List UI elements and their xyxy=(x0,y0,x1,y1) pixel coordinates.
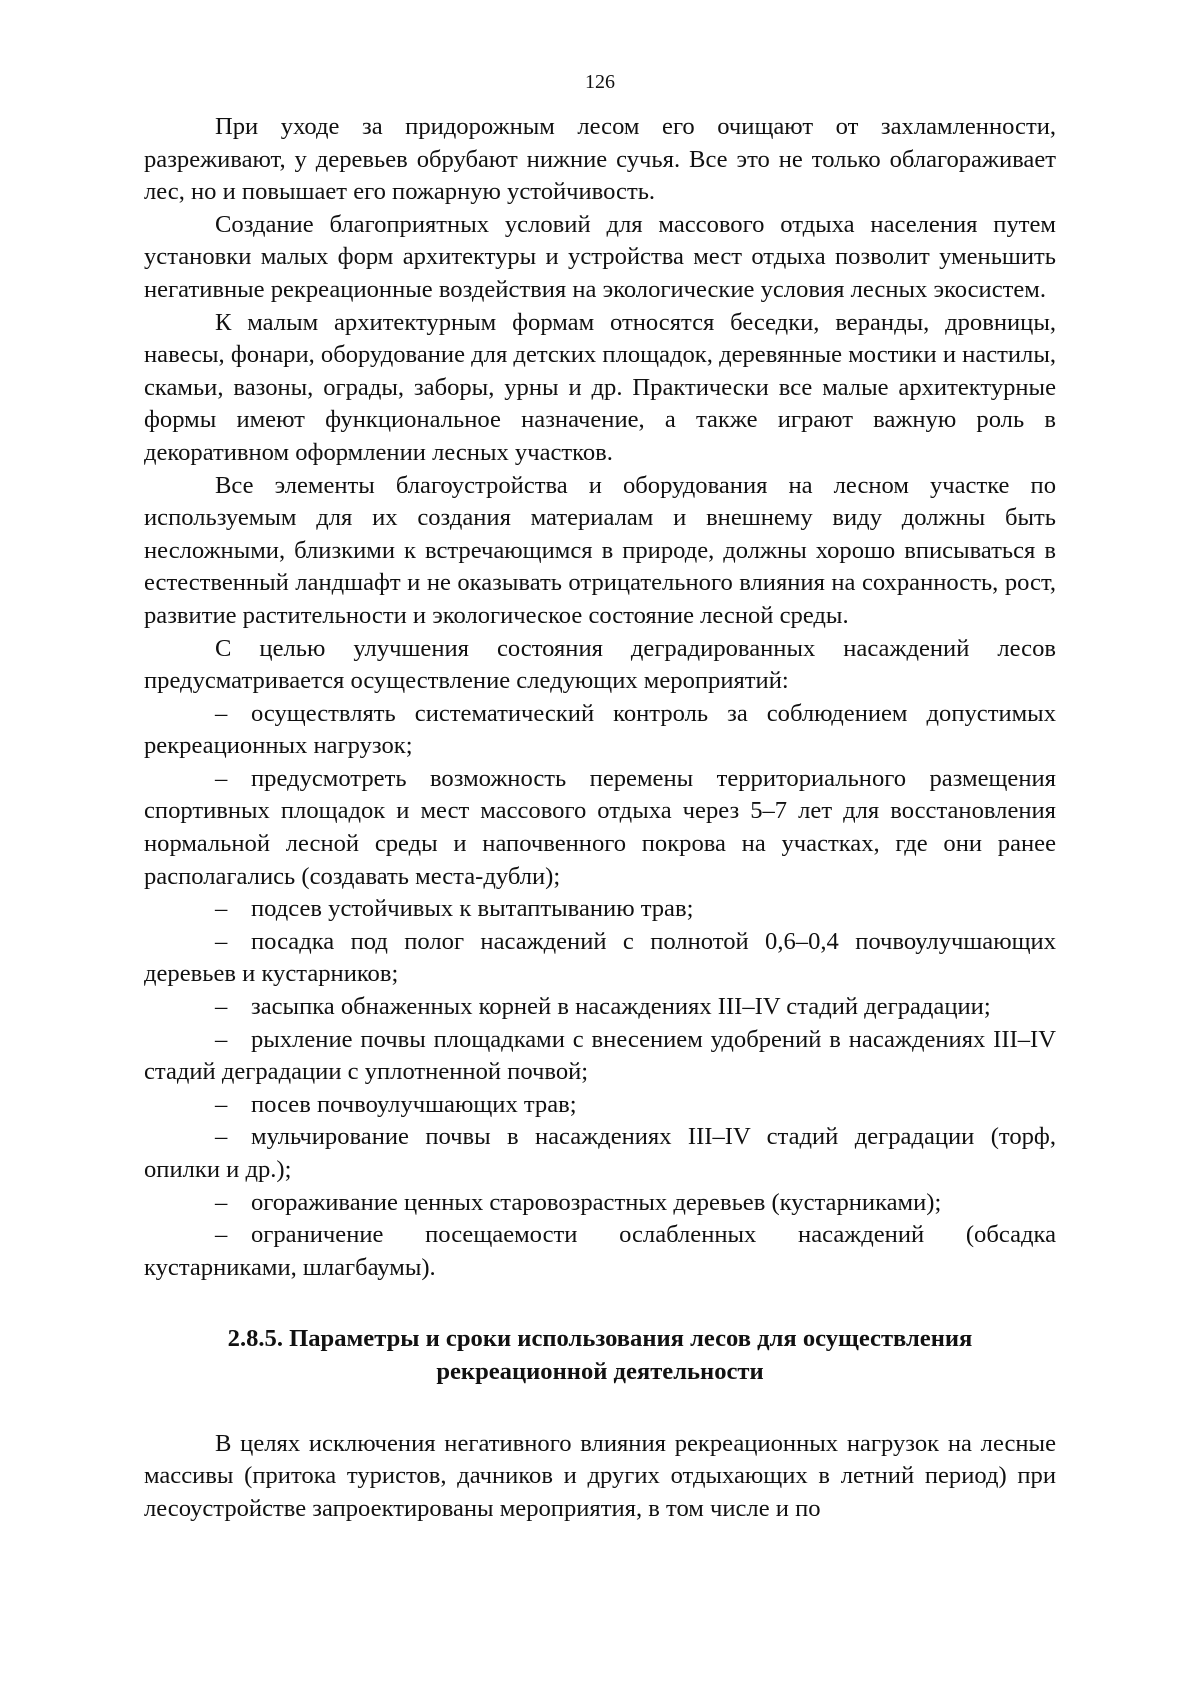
list-item-text: рыхление почвы площадками с внесением удобрений в насаждениях III–IV стадий деградации с уплотненной почвой; xyxy=(144,1025,1056,1086)
list-dash: – xyxy=(215,993,228,1021)
list-dash: – xyxy=(215,1090,228,1118)
list-dash: – xyxy=(215,1221,228,1249)
list-dash: – xyxy=(215,764,228,792)
list-dash: – xyxy=(215,927,228,955)
list-item-text: ограничение посещаемости ослабленных насаждений (обсадка кустарниками, шлагбаумы). xyxy=(144,1221,1056,1281)
list-dash: – xyxy=(215,895,228,923)
list-item-text: засыпка обнаженных корней в насаждениях III–IV стадий деградации; xyxy=(251,993,991,1021)
section-heading xyxy=(144,1323,1056,1388)
list-item-text: посадка под полог насаждений с полнотой 0,6–0,4 почвоулучшающих деревьев и кустарников; xyxy=(144,927,1056,988)
list-item xyxy=(144,893,1056,926)
list-item xyxy=(144,698,1056,763)
list-item-text: мульчирование почвы в насаждениях III–IV стадий деградации (торф, опилки и др.); xyxy=(144,1123,1056,1183)
list-item xyxy=(144,1219,1056,1284)
list-dash: – xyxy=(215,1123,228,1151)
list-item xyxy=(144,1024,1056,1089)
list-item xyxy=(144,1187,1056,1220)
list-dash: – xyxy=(215,699,228,727)
list-item-text: предусмотреть возможность перемены территориального размещения спортивных площадок и мест массового отдыха через 5–7 лет для восстановления нормальной лесной среды и напочвенного покрова на участках, где они ранее располагались (создавать места-дубли); xyxy=(144,764,1056,890)
list-item xyxy=(144,1089,1056,1122)
list-dash: – xyxy=(215,1188,228,1216)
paragraph-recreation-conditions: Создание благоприятных условий для массового отдыха населения путем установки малых форм архитектуры и устройства мест отдыха позволит уменьшить негативные рекреационные воздействия на экологические условия лесных экосистем. xyxy=(144,210,1056,303)
list-item xyxy=(144,991,1056,1024)
list-item-text: осуществлять систематический контроль за соблюдением допустимых рекреационных нагрузок; xyxy=(144,699,1056,760)
list-item-text: подсев устойчивых к вытаптыванию трав; xyxy=(251,895,694,923)
section-heading-line-2: рекреационной деятельности xyxy=(436,1357,764,1385)
list-item xyxy=(144,763,1056,893)
paragraph-recreational-load: В целях исключения негативного влияния рекреационных нагрузок на лесные массивы (притока туристов, дачников и других отдыхающих в летний период) при лесоустройстве запроектированы мероприятия, в том числе и по xyxy=(144,1429,1056,1522)
list-item-text: огораживание ценных старовозрастных деревьев (кустарниками); xyxy=(251,1188,942,1216)
section-heading-line-1: 2.8.5. Параметры и сроки использования лесов для осуществления xyxy=(227,1325,973,1353)
list-dash: – xyxy=(215,1025,228,1053)
paragraph-improvement-elements: Все элементы благоустройства и оборудования на лесном участке по используемым для их создания материалам и внешнему виду должны быть несложными, близкими к встречающимся в природе, должны хорошо вписываться в естественный ландшафт и не оказывать отрицательного влияния на сохранность, рост, развитие растительности и экологическое состояние лесной среды. xyxy=(144,471,1056,629)
list-item xyxy=(144,926,1056,991)
paragraph-roadside-forest: При уходе за придорожным лесом его очищают от захламленности, разреживают, у деревьев обрубают нижние сучья. Все это не только облагораживает лес, но и повышает его пожарную устойчивость. xyxy=(144,113,1056,206)
list-item xyxy=(144,1121,1056,1186)
page-body xyxy=(144,111,1056,1525)
page-number: 126 xyxy=(585,71,615,93)
paragraph-degraded-stands-intro: С целью улучшения состояния деградированных насаждений лесов предусматривается осуществление следующих мероприятий: xyxy=(144,634,1056,695)
paragraph-small-architecture: К малым архитектурным формам относятся беседки, веранды, дровницы, навесы, фонари, оборудование для детских площадок, деревянные мостики и настилы, скамьи, вазоны, ограды, заборы, урны и др. Практически все малые архитектурные формы имеют функциональное назначение, а также играют важную роль в декоративном оформлении лесных участков. xyxy=(144,308,1056,466)
list-item-text: посев почвоулучшающих трав; xyxy=(251,1090,577,1118)
